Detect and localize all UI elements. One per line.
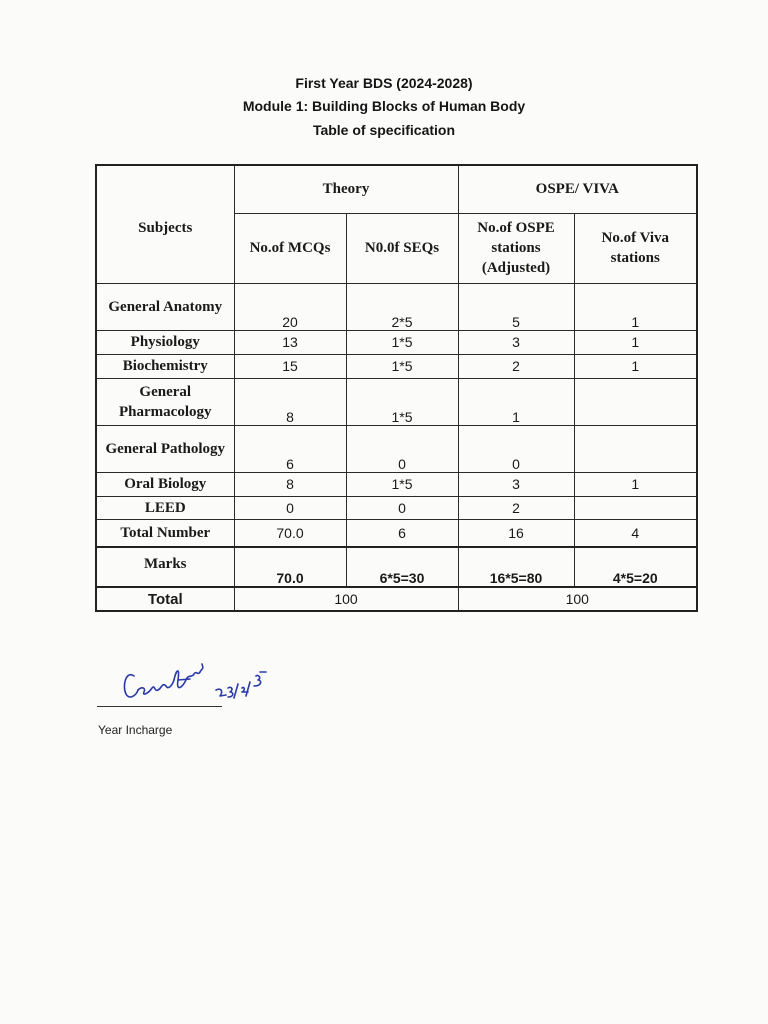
seqs-cell: 0	[346, 496, 458, 519]
subject-cell: Biochemistry	[96, 354, 234, 378]
theory-header: Theory	[234, 165, 458, 213]
total-mcqs-cell: 70.0	[234, 519, 346, 547]
ospe-cell: 1	[458, 378, 574, 425]
subject-cell: LEED	[96, 496, 234, 519]
subject-cell: Oral Biology	[96, 472, 234, 496]
marks-mcqs-cell: 70.0	[234, 547, 346, 587]
ospe-cell: 5	[458, 283, 574, 330]
marks-seqs-cell: 6*5=30	[346, 547, 458, 587]
ospe-viva-header: OSPE/ VIVA	[458, 165, 697, 213]
seqs-column-header: N0.0f SEQs	[346, 213, 458, 283]
ospe-cell: 2	[458, 354, 574, 378]
total-number-row	[96, 519, 697, 547]
viva-column-header: No.of Viva stations	[574, 213, 697, 283]
specification-table	[95, 164, 698, 612]
table-row	[96, 354, 697, 378]
module-title: Module 1: Building Blocks of Human Body	[242, 98, 526, 114]
table-row	[96, 330, 697, 354]
marks-label: Marks	[96, 547, 234, 587]
mcqs-cell: 6	[234, 425, 346, 472]
table-row	[96, 378, 697, 425]
total-ospe-cell: 16	[458, 519, 574, 547]
mcqs-cell: 8	[234, 472, 346, 496]
viva-cell	[574, 425, 697, 472]
ospe-cell: 3	[458, 330, 574, 354]
mcqs-cell: 15	[234, 354, 346, 378]
viva-cell	[574, 496, 697, 519]
seqs-cell: 1*5	[346, 472, 458, 496]
document-title: First Year BDS (2024-2028)	[295, 75, 473, 91]
mcqs-cell: 20	[234, 283, 346, 330]
ospe-cell: 2	[458, 496, 574, 519]
handwritten-signature	[120, 650, 270, 710]
viva-cell: 1	[574, 330, 697, 354]
seqs-cell: 0	[346, 425, 458, 472]
ospe-cell: 0	[458, 425, 574, 472]
seqs-cell: 1*5	[346, 378, 458, 425]
viva-cell: 1	[574, 354, 697, 378]
seqs-cell: 2*5	[346, 283, 458, 330]
subject-cell: General Pathology	[96, 425, 234, 472]
total-seqs-cell: 6	[346, 519, 458, 547]
subject-cell: General Pharmacology	[96, 378, 234, 425]
marks-ospe-cell: 16*5=80	[458, 547, 574, 587]
total-theory-cell: 100	[234, 587, 458, 611]
seqs-cell: 1*5	[346, 354, 458, 378]
subject-cell: Physiology	[96, 330, 234, 354]
marks-viva-cell: 4*5=20	[574, 547, 697, 587]
table-row	[96, 496, 697, 519]
viva-cell	[574, 378, 697, 425]
table-row	[96, 425, 697, 472]
signature-line	[97, 706, 222, 707]
table-row	[96, 283, 697, 330]
table-caption: Table of specification	[312, 122, 456, 138]
ospe-cell: 3	[458, 472, 574, 496]
total-viva-cell: 4	[574, 519, 697, 547]
signature-label: Year Incharge	[98, 723, 173, 737]
ospe-column-header: No.of OSPE stations (Adjusted)	[458, 213, 574, 283]
total-row	[96, 587, 697, 611]
viva-cell: 1	[574, 472, 697, 496]
total-ospe-viva-cell: 100	[458, 587, 697, 611]
marks-row	[96, 547, 697, 587]
total-number-label: Total Number	[96, 519, 234, 547]
mcqs-column-header: No.of MCQs	[234, 213, 346, 283]
mcqs-cell: 0	[234, 496, 346, 519]
seqs-cell: 1*5	[346, 330, 458, 354]
subject-cell: General Anatomy	[96, 283, 234, 330]
viva-cell: 1	[574, 283, 697, 330]
total-label: Total	[96, 587, 234, 611]
mcqs-cell: 8	[234, 378, 346, 425]
mcqs-cell: 13	[234, 330, 346, 354]
table-row	[96, 472, 697, 496]
subjects-header: Subjects	[96, 165, 234, 283]
